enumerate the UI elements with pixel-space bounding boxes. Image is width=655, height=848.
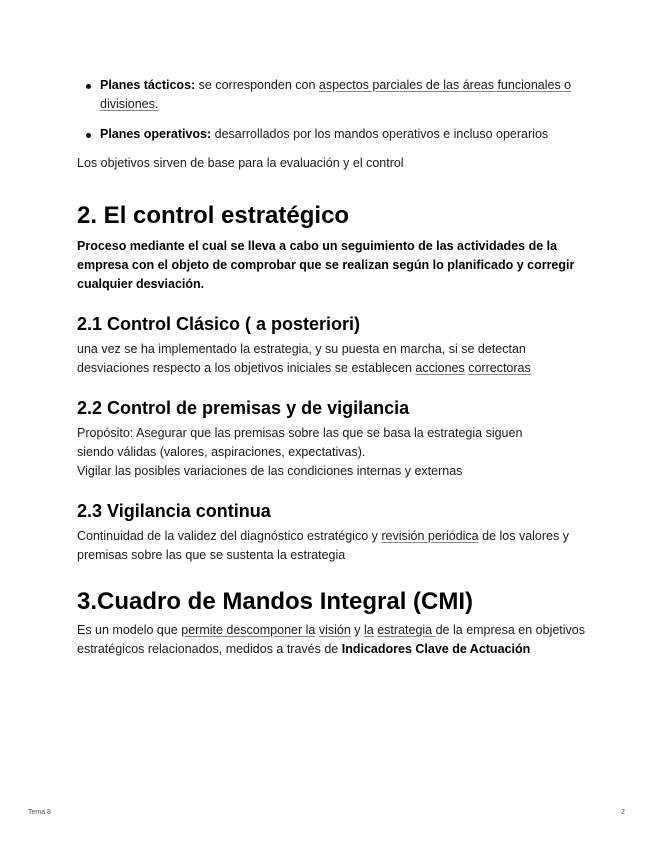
text: una vez se ha implementado la estrategia, y su puesta en marcha, si se detectan desviaciones respecto a los objetivos iniciales se establecen bbox=[77, 342, 526, 375]
text: Es un modelo que bbox=[77, 623, 182, 637]
section-2-2-line-3: Vigilar las posibles variaciones de las condiciones internas y externas bbox=[77, 464, 463, 478]
section-3-text bbox=[77, 621, 587, 659]
section-2-1-text bbox=[77, 340, 587, 378]
page-number: 2 bbox=[621, 809, 625, 816]
text: de la empresa en objetivos estratégicos relacionados, medidos a través de bbox=[77, 623, 586, 656]
document-page bbox=[77, 76, 587, 659]
section-2-lead: Proceso mediante el cual se lleva a cabo un seguimiento de las actividades de la empresa con el objeto de comprobar que se realizan según lo planificado y corregir cualquier desviación. bbox=[77, 239, 575, 291]
bold-text: Indicadores Clave de Actuación bbox=[341, 642, 531, 656]
section-2-2-line-2: siendo válidas (valores, aspiraciones, expectativas). bbox=[77, 445, 366, 459]
plan-list bbox=[77, 76, 587, 144]
underlined-text: acciones bbox=[415, 361, 465, 375]
underlined-text: estrategia bbox=[377, 623, 436, 637]
section-2-title: 2. El control estratégico bbox=[77, 202, 350, 229]
term: Planes tácticos: bbox=[100, 78, 196, 92]
bullet-icon bbox=[86, 84, 91, 89]
term: Planes operativos: bbox=[100, 127, 212, 141]
section-2-3-text bbox=[77, 527, 587, 565]
underlined-text: permite descomponer la bbox=[181, 623, 316, 637]
underlined-text: visión bbox=[318, 623, 351, 637]
list-item bbox=[100, 76, 587, 114]
section-2-1-title: 2.1 Control Clásico ( a posteriori) bbox=[77, 314, 361, 334]
intro-paragraph: Los objetivos sirven de base para la evaluación y el control bbox=[77, 156, 404, 170]
text: de los valores y premisas sobre las que se sustenta la estrategia bbox=[77, 529, 569, 562]
bullet-icon bbox=[86, 133, 91, 138]
underlined-text: aspectos parciales de las áreas funcionales o divisiones. bbox=[100, 78, 572, 111]
underlined-text: correctoras bbox=[468, 361, 531, 375]
section-2-2-line-1: Propósito: Asegurar que las premisas sobre las que se basa la estrategia siguen bbox=[77, 426, 523, 440]
text: y bbox=[350, 623, 365, 637]
list-item bbox=[100, 125, 587, 144]
section-2-2-title: 2.2 Control de premisas y de vigilancia bbox=[77, 398, 410, 418]
text: Continuidad de la validez del diagnóstico estratégico y bbox=[77, 529, 382, 543]
text: desarrollados por los mandos operativos e incluso operarios bbox=[211, 127, 549, 141]
section-3-title: 3.Cuadro de Mandos Integral (CMI) bbox=[77, 588, 474, 615]
text: se corresponden con bbox=[195, 78, 319, 92]
underlined-text: revisión periódica bbox=[381, 529, 479, 543]
footer-chapter: Tema 8 bbox=[28, 809, 51, 816]
section-2-3-title: 2.3 Vigilancia continua bbox=[77, 501, 271, 521]
underlined-text: la bbox=[364, 623, 374, 637]
